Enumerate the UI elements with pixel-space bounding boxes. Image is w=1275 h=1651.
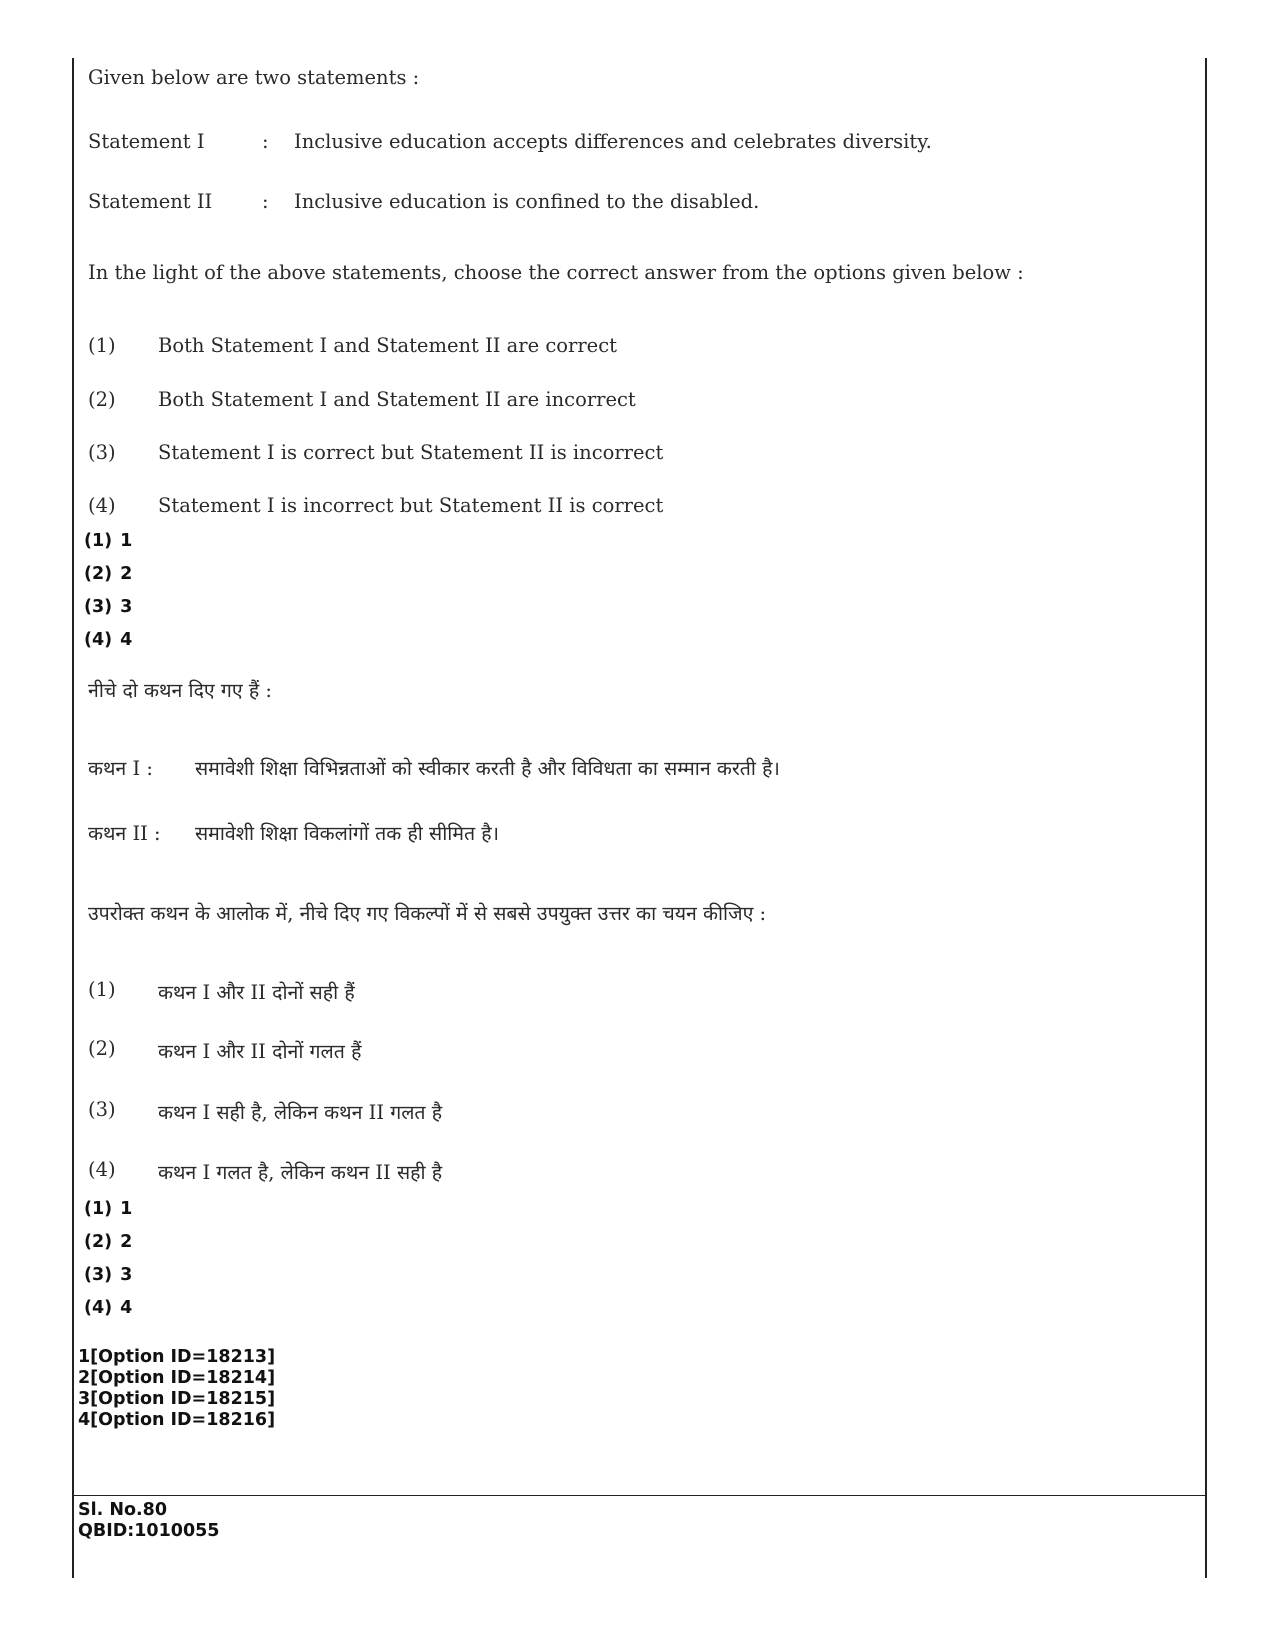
option-2-num-en: (2)	[88, 388, 116, 411]
option-id-3: 3[Option ID=18215]	[78, 1389, 276, 1409]
option-4-num-en: (4)	[88, 494, 116, 517]
option-2-num-hi: (2)	[88, 1037, 116, 1060]
option-3-text-en: Statement I is correct but Statement II is incorrect	[158, 441, 664, 464]
option-1-num-hi: (1)	[88, 978, 116, 1001]
option-id-2: 2[Option ID=18214]	[78, 1368, 276, 1388]
answer-choice-1-en[interactable]: (1) 1	[84, 531, 133, 551]
option-4-text-en: Statement I is incorrect but Statement II is correct	[158, 494, 664, 517]
footer-divider	[72, 1495, 1206, 1496]
question-intro-hi: नीचे दो कथन दिए गए हैं :	[88, 679, 272, 702]
statement-1-label-en: Statement I	[88, 130, 205, 153]
option-3-num-hi: (3)	[88, 1098, 116, 1121]
statement-2-label-hi: कथन II :	[88, 822, 161, 845]
answer-choice-3-en[interactable]: (3) 3	[84, 597, 133, 617]
option-1-text-hi: कथन I और II दोनों सही हैं	[158, 981, 355, 1004]
statement-1-text-hi: समावेशी शिक्षा विभिन्नताओं को स्वीकार करती है और विविधता का सम्मान करती है।	[195, 757, 780, 780]
statement-1-sep-en: :	[262, 130, 269, 153]
option-2-text-en: Both Statement I and Statement II are incorrect	[158, 388, 636, 411]
option-4-num-hi: (4)	[88, 1158, 116, 1181]
option-2-text-hi: कथन I और II दोनों गलत हैं	[158, 1040, 362, 1063]
statement-2-sep-en: :	[262, 190, 269, 213]
right-border	[1205, 58, 1207, 1578]
instruction-hi: उपरोक्त कथन के आलोक में, नीचे दिए गए विकल्पों में से सबसे उपयुक्त उत्तर का चयन कीजिए :	[88, 902, 767, 925]
answer-choice-1-hi[interactable]: (1) 1	[84, 1199, 133, 1219]
answer-choice-4-en[interactable]: (4) 4	[84, 630, 133, 650]
option-3-text-hi: कथन I सही है, लेकिन कथन II गलत है	[158, 1101, 443, 1124]
statement-1-text-en: Inclusive education accepts differences and celebrates diversity.	[294, 130, 932, 153]
instruction-en: In the light of the above statements, choose the correct answer from the options given below :	[88, 261, 1024, 284]
question-intro-en: Given below are two statements :	[88, 66, 420, 89]
qbid: QBID:1010055	[78, 1521, 220, 1541]
statement-1-label-hi: कथन I :	[88, 757, 153, 780]
option-1-num-en: (1)	[88, 334, 116, 357]
option-3-num-en: (3)	[88, 441, 116, 464]
statement-2-label-en: Statement II	[88, 190, 213, 213]
option-4-text-hi: कथन I गलत है, लेकिन कथन II सही है	[158, 1161, 443, 1184]
left-border	[72, 58, 74, 1578]
option-id-4: 4[Option ID=18216]	[78, 1410, 276, 1430]
serial-number: Sl. No.80	[78, 1500, 168, 1520]
option-1-text-en: Both Statement I and Statement II are correct	[158, 334, 617, 357]
answer-choice-4-hi[interactable]: (4) 4	[84, 1298, 133, 1318]
statement-2-text-hi: समावेशी शिक्षा विकलांगों तक ही सीमित है।	[195, 822, 500, 845]
statement-2-text-en: Inclusive education is confined to the disabled.	[294, 190, 760, 213]
option-id-1: 1[Option ID=18213]	[78, 1347, 276, 1367]
answer-choice-3-hi[interactable]: (3) 3	[84, 1265, 133, 1285]
answer-choice-2-hi[interactable]: (2) 2	[84, 1232, 133, 1252]
answer-choice-2-en[interactable]: (2) 2	[84, 564, 133, 584]
